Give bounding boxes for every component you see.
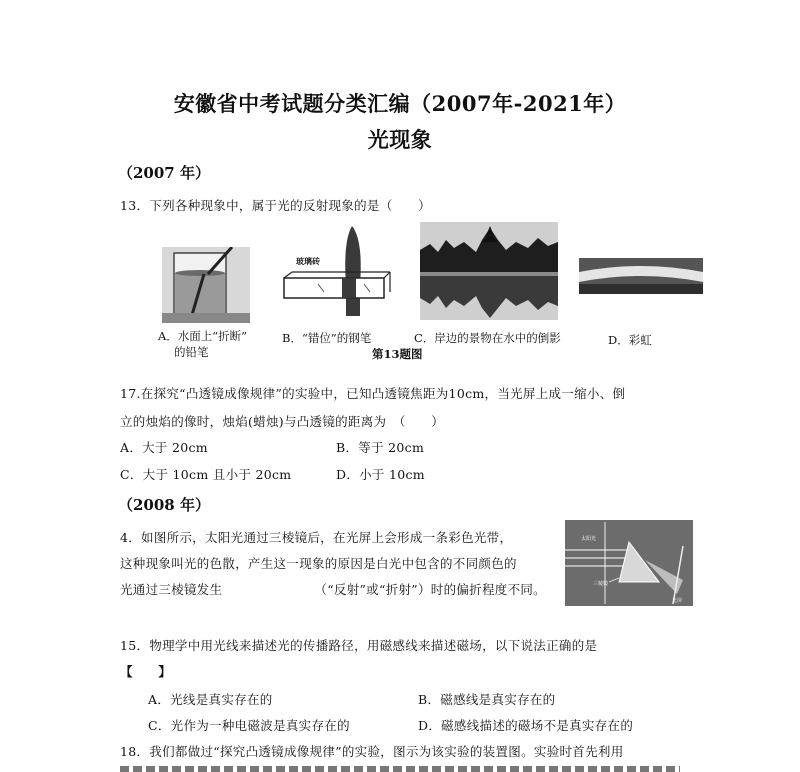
- question-15-line1: 15．物理学中用光线来描述光的传播路径，用磁感线来描述磁场，以下说法正确的是: [120, 638, 598, 653]
- question-4-line1: 4．如图所示，太阳光通过三棱镜后，在光屏上会形成一条彩色光带，: [120, 530, 513, 545]
- prism-fig-label-prism: 三棱镜: [593, 581, 609, 587]
- question-18-cutoff-line: [120, 764, 680, 772]
- question-15-option-b: B．磁感线是真实存在的: [418, 692, 556, 707]
- question-4-line3-end: （“反射”或“折射”）时的偏折程度不同。: [314, 582, 546, 597]
- figure-c-reflection-photo: [420, 222, 558, 320]
- prism-fig-label-screen: 光屏: [672, 598, 683, 604]
- figure-d-rainbow: [579, 258, 703, 294]
- figure-a-pencil-in-water: [162, 247, 250, 323]
- document-subtitle: 光现象: [367, 127, 433, 152]
- question-17-option-a: A．大于 20cm: [120, 440, 208, 455]
- year-heading-2007: （2007 年）: [118, 164, 210, 182]
- option-a-caption-line2: 的铅笔: [174, 345, 209, 359]
- question-15-option-d: D．磁感线描述的磁场不是真实存在的: [418, 718, 634, 733]
- document-title: 安徽省中考试题分类汇编（2007年-2021年）: [173, 91, 627, 116]
- question-15-bracket: 【 】: [120, 664, 172, 679]
- question-17-option-b: B．等于 20cm: [336, 440, 425, 455]
- glass-brick-label: 玻璃砖: [296, 257, 320, 266]
- question-13-text: 13．下列各种现象中，属于光的反射现象的是（ ）: [120, 198, 431, 213]
- question-17-line2: 立的烛焰的像时，烛焰(蜡烛)与凸透镜的距离为 （ ）: [120, 414, 445, 429]
- question-4-line2: 这种现象叫光的色散，产生这一现象的原因是白光中包含的不同颜色的: [120, 556, 517, 571]
- question-18-line1: 18．我们都做过“探究凸透镜成像规律”的实验，图示为该实验的装置图。实验时首先利用: [120, 744, 624, 759]
- year-heading-2008: （2008 年）: [118, 496, 210, 514]
- question-17-line1: 17.在探究“凸透镜成像规律”的实验中，已知凸透镜焦距为10cm，当光屏上成一缩小、倒: [120, 386, 626, 401]
- figure-13-caption: 第13题图: [372, 347, 423, 361]
- question-15-option-c: C．光作为一种电磁波是真实存在的: [148, 718, 350, 733]
- question-4-line3-start: 光通过三棱镜发生: [120, 582, 223, 597]
- figure-b-pen-glass-brick: [278, 226, 393, 318]
- option-b-caption: B．“错位”的钢笔: [282, 331, 372, 345]
- option-a-caption-line1: A．水面上“折断”: [158, 329, 248, 343]
- option-d-caption: D．彩虹: [608, 333, 652, 347]
- question-4-line3: [120, 580, 546, 598]
- prism-fig-label-sunlight: 太阳光: [581, 536, 597, 542]
- question-17-option-d: D．小于 10cm: [336, 467, 425, 482]
- option-c-caption: C．岸边的景物在水中的倒影: [414, 331, 561, 345]
- question-15-option-a: A．光线是真实存在的: [148, 692, 273, 707]
- question-17-option-c: C．大于 10cm 且小于 20cm: [120, 467, 292, 482]
- figure-prism-dispersion: [565, 520, 693, 606]
